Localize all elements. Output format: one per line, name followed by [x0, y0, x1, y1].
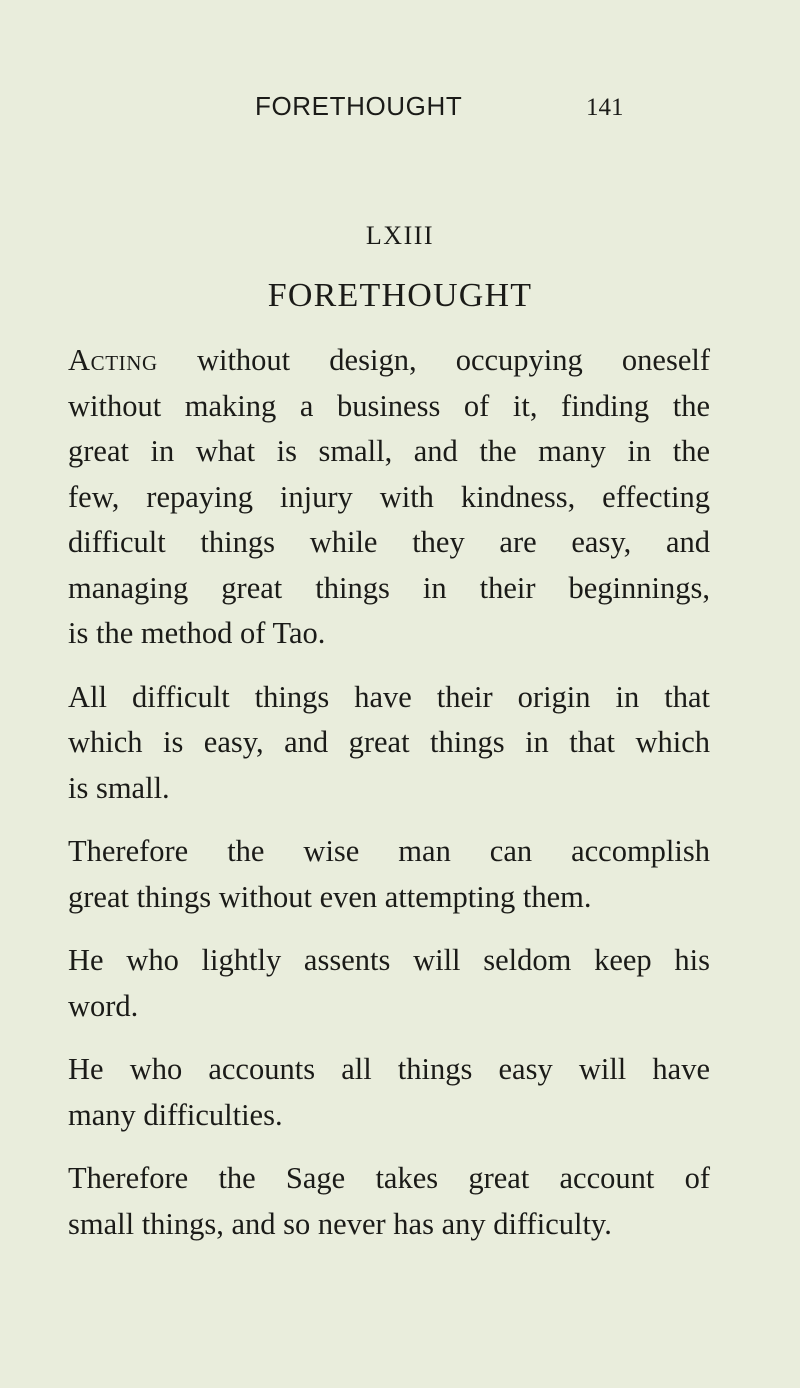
paragraph-5	[68, 1047, 710, 1138]
text-line: He who lightly assents will seldom keep his	[68, 943, 710, 977]
page-number: 141	[586, 94, 624, 121]
chapter-number: LXIII	[365, 221, 435, 250]
text-line: is small.	[68, 770, 170, 805]
paragraph-3	[68, 829, 710, 920]
text-line: difficult things while they are easy, and	[68, 525, 710, 559]
text-line: few, repaying injury with kindness, effecting	[68, 479, 710, 514]
text-line: small things, and so never has any difficulty.	[68, 1206, 612, 1241]
text-line: managing great things in their beginnings,	[68, 570, 710, 605]
running-header	[0, 86, 800, 126]
text-line	[68, 338, 710, 384]
text-line: without making a business of it, finding the	[68, 388, 710, 423]
drop-word: Acting	[68, 343, 158, 377]
text-line: word.	[68, 988, 139, 1023]
text-line: Therefore the wise man can accomplish	[68, 834, 710, 868]
paragraph-6	[68, 1156, 710, 1247]
text-line: He who accounts all things easy will have	[68, 1052, 710, 1086]
text-line: Therefore the Sage takes great account of	[68, 1161, 710, 1195]
first-line-rest: without design, occupying oneself	[157, 343, 710, 377]
running-title: FORETHOUGHT	[255, 91, 463, 121]
chapter-body	[68, 338, 710, 1265]
text-line: All difficult things have their origin in that	[68, 679, 710, 714]
text-line: is the method of Tao.	[68, 616, 326, 650]
text-line: great in what is small, and the many in the	[68, 434, 710, 468]
text-line: which is easy, and great things in that which	[68, 725, 710, 759]
text-line: many difficulties.	[68, 1097, 283, 1132]
chapter-title: FORETHOUGHT	[267, 277, 533, 314]
text-line: great things without even attempting them.	[68, 879, 592, 914]
paragraph-1	[68, 338, 710, 657]
paragraph-4	[68, 938, 710, 1029]
paragraph-2	[68, 675, 710, 812]
